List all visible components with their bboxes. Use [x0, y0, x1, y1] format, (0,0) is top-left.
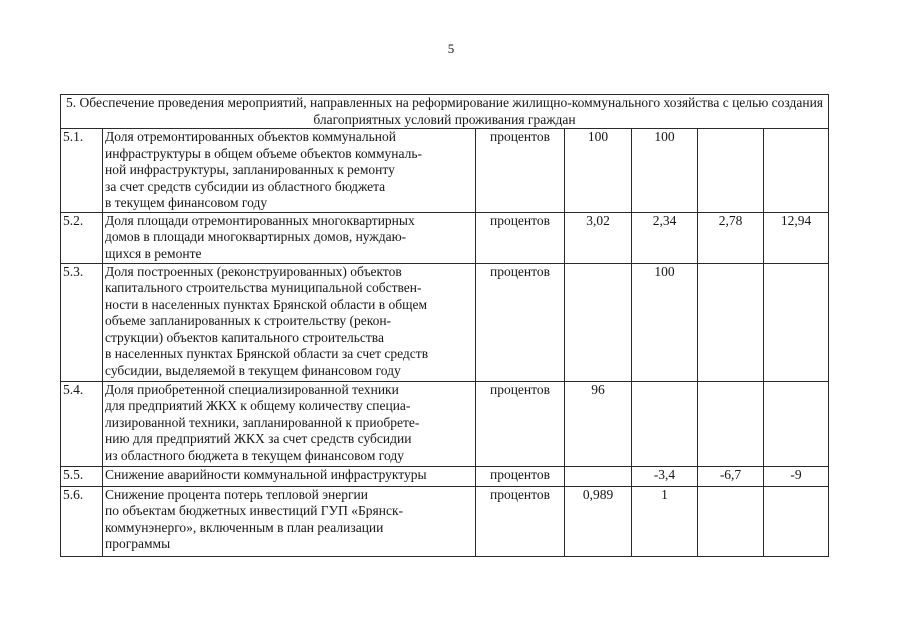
value-cell: 100: [632, 263, 698, 381]
indicator-name: Снижение процента потерь тепловой энергии по объектам бюджетных инвестиций ГУП «Брянск- коммунэнерго», включенным в план реализации программы: [103, 486, 476, 556]
row-number: 5.2.: [61, 212, 103, 263]
value-cell: 1: [632, 486, 698, 556]
value-cell: 12,94: [764, 212, 829, 263]
value-cell: [565, 466, 632, 486]
value-cell: -3,4: [632, 466, 698, 486]
value-cell: [632, 381, 698, 466]
row-number: 5.4.: [61, 381, 103, 466]
table-row: [61, 381, 829, 466]
value-cell: [698, 129, 764, 213]
value-cell: [698, 381, 764, 466]
section-title: 5. Обеспечение проведения мероприятий, направленных на реформирование жилищно-коммунального хозяйства с целью создания благоприятных условий проживания граждан: [61, 95, 829, 129]
table-row: [61, 263, 829, 381]
value-cell: [698, 486, 764, 556]
page-number: 5: [447, 41, 455, 56]
indicator-name: Снижение аварийности коммунальной инфраструктуры: [103, 466, 476, 486]
row-number: 5.1.: [61, 129, 103, 213]
value-cell: 3,02: [565, 212, 632, 263]
unit-cell: процентов: [476, 381, 565, 466]
table-row: [61, 466, 829, 486]
value-cell: 100: [632, 129, 698, 213]
value-cell: [764, 263, 829, 381]
value-cell: 2,34: [632, 212, 698, 263]
value-cell: [565, 263, 632, 381]
value-cell: [698, 263, 764, 381]
value-cell: 2,78: [698, 212, 764, 263]
indicator-name: Доля приобретенной специализированной техники для предприятий ЖКХ к общему количеству специа- лизированной техники, запланированной к приобрете- нию для предприятий ЖКХ за счет средств субсидии из областного бюджета в текущем финансовом году: [103, 381, 476, 466]
value-cell: [764, 486, 829, 556]
indicator-name: Доля отремонтированных объектов коммунальной инфраструктуры в общем объеме объектов коммуналь- ной инфраструктуры, запланированных к ремонту за счет средств субсидии из областного бюджета в текущем финансовом году: [103, 129, 476, 213]
indicators-table: [60, 94, 829, 557]
row-number: 5.5.: [61, 466, 103, 486]
row-number: 5.3.: [61, 263, 103, 381]
value-cell: 0,989: [565, 486, 632, 556]
value-cell: 96: [565, 381, 632, 466]
indicator-name: Доля построенных (реконструированных) объектов капитального строительства муниципальной собствен- ности в населенных пунктах Брянской области в общем объеме запланированных к строительству (рекон- струкции) объектов капитального строительства в населенных пунктах Брянской области за счет средств субсидии, выделяемой в текущем финансовом году: [103, 263, 476, 381]
value-cell: [764, 129, 829, 213]
section-header-row: [61, 95, 829, 129]
value-cell: [764, 381, 829, 466]
table-row: [61, 212, 829, 263]
value-cell: -6,7: [698, 466, 764, 486]
value-cell: 100: [565, 129, 632, 213]
unit-cell: процентов: [476, 466, 565, 486]
unit-cell: процентов: [476, 486, 565, 556]
row-number: 5.6.: [61, 486, 103, 556]
table-row: [61, 486, 829, 556]
unit-cell: процентов: [476, 212, 565, 263]
table-row: [61, 129, 829, 213]
indicator-name: Доля площади отремонтированных многоквартирных домов в площади многоквартирных домов, нуждаю- щихся в ремонте: [103, 212, 476, 263]
unit-cell: процентов: [476, 263, 565, 381]
value-cell: -9: [764, 466, 829, 486]
unit-cell: процентов: [476, 129, 565, 213]
